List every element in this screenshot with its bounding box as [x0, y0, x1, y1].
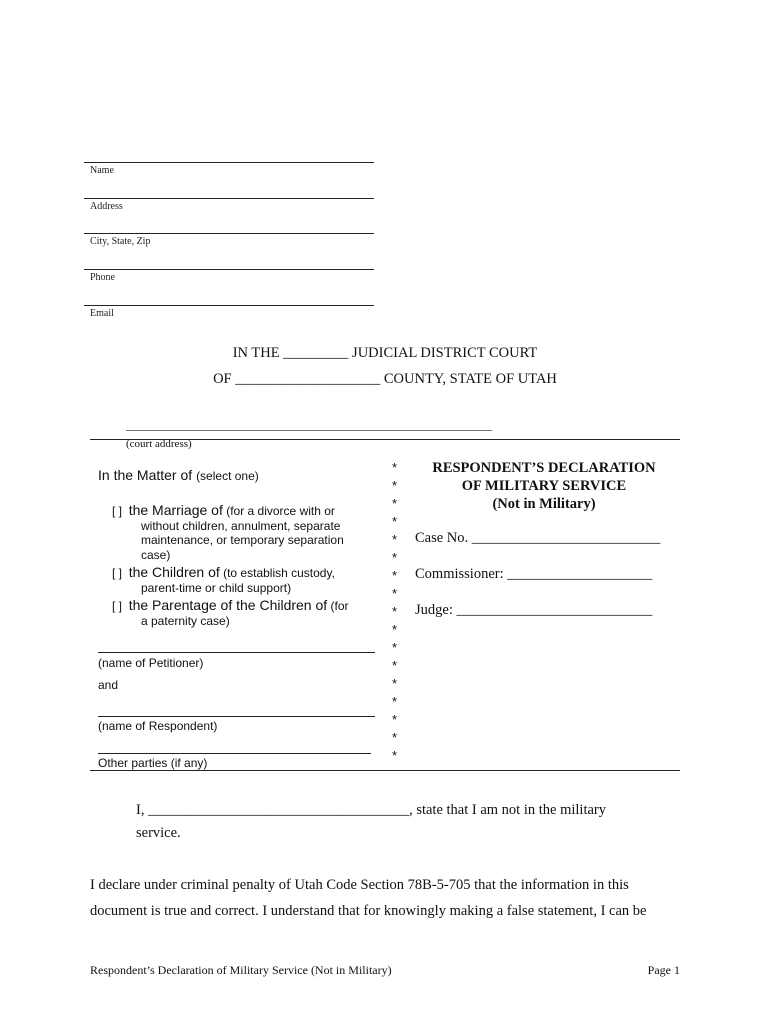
- and-text: and: [98, 678, 119, 692]
- option-parentage-line2: a paternity case): [141, 613, 230, 628]
- document-title-line2: OF MILITARY SERVICE: [461, 478, 627, 494]
- option-parentage-note: (for: [330, 599, 349, 613]
- caption-top-rule: [90, 439, 680, 440]
- star: *: [392, 586, 398, 601]
- option-marriage[interactable]: [112, 503, 382, 562]
- option-children-note: (to establish custody,: [223, 566, 335, 580]
- star: *: [392, 676, 398, 691]
- star: *: [392, 496, 398, 511]
- respondent-line: [98, 716, 375, 717]
- option-children-main: the Children of: [128, 564, 220, 580]
- option-parentage-main: the Parentage of the Children of: [128, 597, 328, 613]
- address-line: [84, 198, 374, 199]
- star: *: [392, 730, 398, 745]
- petitioner-line: [98, 652, 375, 653]
- checkbox-children[interactable]: [ ]: [112, 566, 123, 580]
- option-parentage[interactable]: [112, 598, 387, 628]
- star: *: [392, 514, 398, 529]
- petitioner-label: (name of Petitioner): [98, 656, 204, 670]
- star: *: [392, 460, 398, 475]
- city-label: City, State, Zip: [90, 236, 151, 247]
- option-marriage-note: (for a divorce with or: [226, 504, 335, 518]
- star: *: [392, 640, 398, 655]
- email-line: [84, 305, 374, 306]
- star: *: [392, 658, 398, 673]
- option-marriage-line2: without children, annulment, separate: [141, 518, 341, 533]
- court-address-blank: _____________________________________________________________: [126, 418, 492, 432]
- option-marriage-line4: case): [141, 547, 171, 562]
- court-address-row[interactable]: [118, 398, 492, 452]
- matter-heading-note: (select one): [196, 469, 259, 483]
- caption-bottom-rule: [90, 770, 680, 771]
- star: *: [392, 550, 398, 565]
- star: *: [392, 622, 398, 637]
- city-line: [84, 233, 374, 234]
- court-line-1: IN THE _________ JUDICIAL DISTRICT COURT: [232, 345, 538, 361]
- star: *: [392, 748, 398, 763]
- document-title: [410, 459, 678, 513]
- phone-line: [84, 269, 374, 270]
- other-parties-line: [98, 753, 371, 754]
- checkbox-marriage[interactable]: [ ]: [112, 504, 123, 518]
- statement-line-1[interactable]: I, ____________________________________, state that I am not in the military: [136, 802, 606, 818]
- star: *: [392, 694, 398, 709]
- option-marriage-line3: maintenance, or temporary separation: [141, 533, 344, 547]
- court-line-2: OF ____________________ COUNTY, STATE OF UTAH: [213, 371, 557, 387]
- matter-heading: [98, 467, 259, 483]
- page-number: Page 1: [647, 963, 680, 977]
- address-label: Address: [90, 201, 123, 212]
- case-number-field[interactable]: Case No. __________________________: [415, 530, 661, 546]
- name-line: [84, 162, 374, 163]
- commissioner-field[interactable]: Commissioner: ____________________: [415, 566, 653, 582]
- star: *: [392, 568, 398, 583]
- star: *: [392, 478, 398, 493]
- email-label: Email: [90, 308, 114, 319]
- respondent-label: (name of Respondent): [98, 719, 218, 733]
- declaration-line-2: document is true and correct. I understand that for knowingly making a false statement, I can be: [90, 903, 647, 919]
- phone-label: Phone: [90, 272, 115, 283]
- star: *: [392, 532, 398, 547]
- option-children[interactable]: [112, 565, 382, 595]
- option-marriage-main: the Marriage of: [128, 502, 223, 518]
- option-children-line2: parent-time or child support): [141, 580, 292, 595]
- star: *: [392, 712, 398, 727]
- checkbox-parentage[interactable]: [ ]: [112, 599, 123, 613]
- matter-heading-main: In the Matter of: [98, 467, 193, 483]
- court-address-note: (court address): [126, 438, 192, 450]
- other-parties-label: Other parties (if any): [98, 756, 208, 770]
- footer-title: Respondent’s Declaration of Military Service (Not in Military): [90, 963, 392, 977]
- star: *: [392, 604, 398, 619]
- declaration-line-1: I declare under criminal penalty of Utah Code Section 78B-5-705 that the information in this: [90, 877, 629, 893]
- name-label: Name: [90, 165, 114, 176]
- statement-line-2: service.: [136, 825, 181, 841]
- judge-field[interactable]: Judge: ___________________________: [415, 602, 653, 618]
- document-title-line1: RESPONDENT’S DECLARATION: [432, 460, 656, 476]
- document-title-line3: (Not in Military): [492, 496, 596, 512]
